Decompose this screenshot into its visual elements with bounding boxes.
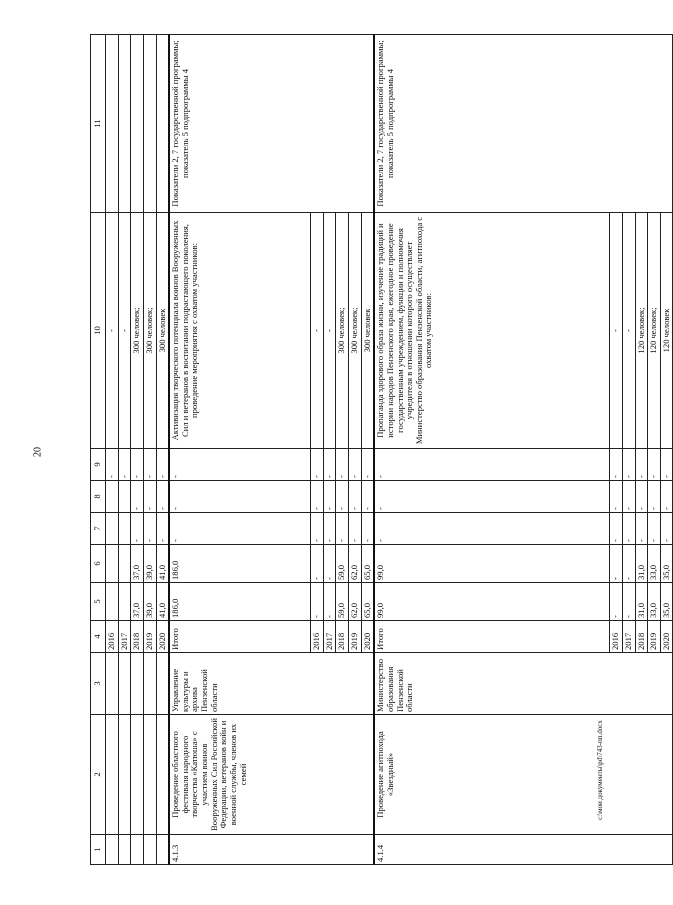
number-cell bbox=[156, 835, 169, 865]
value-cell-c5: 39,0 bbox=[143, 583, 156, 621]
page-number: 20 bbox=[32, 447, 44, 457]
value-cell-c9: - bbox=[622, 449, 635, 481]
value-cell-c6 bbox=[118, 545, 131, 583]
year-cell: 2019 bbox=[349, 621, 362, 653]
value-cell-c5: 31,0 bbox=[635, 583, 648, 621]
section-title: Проведение областного фестиваля народного творчества «Катюша» с участием воинов Вооруженных Сил Российской Федерации, ветеранов войн и военной службы, членов их семей bbox=[169, 715, 374, 835]
year-cell: 2016 bbox=[311, 621, 324, 653]
column-header-7: 7 bbox=[91, 513, 106, 545]
value-cell-c5 bbox=[106, 583, 119, 621]
result-cell: - bbox=[118, 213, 131, 449]
total-c7: - bbox=[374, 513, 610, 545]
value-cell-c9: - bbox=[131, 449, 144, 481]
result-cell: - bbox=[106, 213, 119, 449]
value-cell-c7: - bbox=[610, 513, 623, 545]
section-result: Активизация творческого потенциала воинов Вооруженных Сил и ветеранов в воспитании подрастающего поколения, проведение мероприятия с охватом участников: bbox=[169, 213, 311, 449]
column-header-1: 1 bbox=[91, 835, 106, 865]
total-label: Итого bbox=[374, 621, 610, 653]
value-cell-c9: - bbox=[660, 449, 673, 481]
value-cell-c9: - bbox=[156, 449, 169, 481]
result-cell: 120 человек bbox=[660, 213, 673, 449]
value-cell-c7: - bbox=[349, 513, 362, 545]
value-cell-c7: - bbox=[143, 513, 156, 545]
value-cell-c6: 37,0 bbox=[131, 545, 144, 583]
value-cell-c6: - bbox=[323, 545, 336, 583]
value-cell-c8 bbox=[118, 481, 131, 513]
table-row bbox=[156, 35, 169, 865]
value-cell-c7: - bbox=[156, 513, 169, 545]
value-cell-c8: - bbox=[635, 481, 648, 513]
result-cell: 300 человек; bbox=[349, 213, 362, 449]
value-cell-c9: - bbox=[610, 449, 623, 481]
indicator-cell bbox=[156, 35, 169, 213]
column-header-3: 3 bbox=[91, 653, 106, 715]
result-cell: 300 человек bbox=[361, 213, 374, 449]
value-cell-c6: 65,0 bbox=[361, 545, 374, 583]
value-cell-c8: - bbox=[610, 481, 623, 513]
total-label: Итого bbox=[169, 621, 311, 653]
section-total-row bbox=[374, 35, 610, 865]
rotated-table-container bbox=[90, 35, 671, 865]
indicator-cell bbox=[106, 35, 119, 213]
value-cell-c9: - bbox=[349, 449, 362, 481]
value-cell-c6: - bbox=[622, 545, 635, 583]
result-cell: 300 человек bbox=[156, 213, 169, 449]
value-cell-c9: - bbox=[648, 449, 661, 481]
section-number: 4.1.3 bbox=[169, 835, 374, 865]
total-c8: - bbox=[374, 481, 610, 513]
indicator-cell bbox=[143, 35, 156, 213]
number-cell bbox=[118, 835, 131, 865]
number-cell bbox=[131, 835, 144, 865]
total-c6: 99,0 bbox=[374, 545, 610, 583]
activity-cell bbox=[106, 715, 119, 835]
number-cell bbox=[106, 835, 119, 865]
value-cell-c5 bbox=[118, 583, 131, 621]
activity-cell bbox=[143, 715, 156, 835]
result-cell: 300 человек; bbox=[131, 213, 144, 449]
value-cell-c6: 35,0 bbox=[660, 545, 673, 583]
value-cell-c6: 31,0 bbox=[635, 545, 648, 583]
column-header-2: 2 bbox=[91, 715, 106, 835]
value-cell-c6: 62,0 bbox=[349, 545, 362, 583]
value-cell-c6: 39,0 bbox=[143, 545, 156, 583]
result-cell: 120 человек; bbox=[635, 213, 648, 449]
program-activities-table bbox=[90, 34, 673, 865]
footer-file-path: c:\мои документы\pd\743-пп.docx bbox=[596, 720, 604, 820]
section-total-row bbox=[169, 35, 311, 865]
value-cell-c6: - bbox=[311, 545, 324, 583]
executor-cell bbox=[156, 653, 169, 715]
column-header-8: 8 bbox=[91, 481, 106, 513]
value-cell-c7: - bbox=[131, 513, 144, 545]
table-row bbox=[118, 35, 131, 865]
value-cell-c8: - bbox=[131, 481, 144, 513]
value-cell-c6: 33,0 bbox=[648, 545, 661, 583]
value-cell-c7: - bbox=[635, 513, 648, 545]
total-c9: - bbox=[374, 449, 610, 481]
column-header-11: 11 bbox=[91, 35, 106, 213]
value-cell-c7 bbox=[106, 513, 119, 545]
value-cell-c8: - bbox=[336, 481, 349, 513]
value-cell-c8: - bbox=[143, 481, 156, 513]
year-cell: 2017 bbox=[622, 621, 635, 653]
total-c7: - bbox=[169, 513, 311, 545]
value-cell-c9: - bbox=[118, 449, 131, 481]
activity-cell bbox=[131, 715, 144, 835]
result-cell: 120 человек; bbox=[648, 213, 661, 449]
section-indicator: Показатели 2, 7 государственной программы; показатель 5 подпрограммы 4 bbox=[374, 35, 673, 213]
column-header-4: 4 bbox=[91, 621, 106, 653]
year-cell: 2016 bbox=[106, 621, 119, 653]
section-executor: Министерство образования Пензенской области bbox=[374, 653, 673, 715]
value-cell-c7: - bbox=[361, 513, 374, 545]
result-cell: 300 человек; bbox=[336, 213, 349, 449]
activity-cell bbox=[118, 715, 131, 835]
value-cell-c8: - bbox=[311, 481, 324, 513]
total-c8: - bbox=[169, 481, 311, 513]
result-cell: - bbox=[622, 213, 635, 449]
value-cell-c5: 35,0 bbox=[660, 583, 673, 621]
value-cell-c7: - bbox=[323, 513, 336, 545]
section-title: Проведение агитпохода «Звездный» bbox=[374, 715, 673, 835]
executor-cell bbox=[106, 653, 119, 715]
executor-cell bbox=[131, 653, 144, 715]
value-cell-c5: 65,0 bbox=[361, 583, 374, 621]
total-c9: - bbox=[169, 449, 311, 481]
table-row bbox=[143, 35, 156, 865]
header-row bbox=[91, 35, 106, 865]
year-cell: 2020 bbox=[361, 621, 374, 653]
value-cell-c6 bbox=[106, 545, 119, 583]
value-cell-c5: - bbox=[622, 583, 635, 621]
section-indicator: Показатели 2, 7 государственной программы; показатель 5 подпрограммы 4 bbox=[169, 35, 374, 213]
value-cell-c9: - bbox=[311, 449, 324, 481]
value-cell-c9: - bbox=[336, 449, 349, 481]
value-cell-c8: - bbox=[323, 481, 336, 513]
value-cell-c5: - bbox=[311, 583, 324, 621]
result-cell: - bbox=[311, 213, 324, 449]
value-cell-c5: 41,0 bbox=[156, 583, 169, 621]
value-cell-c6: 59,0 bbox=[336, 545, 349, 583]
column-header-5: 5 bbox=[91, 583, 106, 621]
result-cell: - bbox=[610, 213, 623, 449]
year-cell: 2018 bbox=[635, 621, 648, 653]
value-cell-c7: - bbox=[622, 513, 635, 545]
section-executor: Управление культуры и архива Пензенской области bbox=[169, 653, 374, 715]
value-cell-c5: - bbox=[323, 583, 336, 621]
activity-cell bbox=[156, 715, 169, 835]
number-cell bbox=[143, 835, 156, 865]
value-cell-c8: - bbox=[648, 481, 661, 513]
value-cell-c9: - bbox=[143, 449, 156, 481]
value-cell-c7: - bbox=[648, 513, 661, 545]
value-cell-c8 bbox=[106, 481, 119, 513]
value-cell-c9: - bbox=[323, 449, 336, 481]
section-result: Пропаганда здорового образа жизни, изучение традиций и истории народов Пензенского края, ежегодное проведение государственным учреждением, функции и полномочия учредителя в отношении которого осуществляет Министерство образования Пензенской области, агитпохода с охватом участников: bbox=[374, 213, 610, 449]
table-row bbox=[131, 35, 144, 865]
year-cell: 2016 bbox=[610, 621, 623, 653]
value-cell-c7 bbox=[118, 513, 131, 545]
value-cell-c5: 37,0 bbox=[131, 583, 144, 621]
value-cell-c7: - bbox=[660, 513, 673, 545]
result-cell: - bbox=[323, 213, 336, 449]
value-cell-c8: - bbox=[660, 481, 673, 513]
value-cell-c7: - bbox=[336, 513, 349, 545]
value-cell-c5: 33,0 bbox=[648, 583, 661, 621]
executor-cell bbox=[118, 653, 131, 715]
value-cell-c5: 59,0 bbox=[336, 583, 349, 621]
value-cell-c9: - bbox=[635, 449, 648, 481]
value-cell-c9: - bbox=[361, 449, 374, 481]
year-cell: 2017 bbox=[323, 621, 336, 653]
executor-cell bbox=[143, 653, 156, 715]
year-cell: 2018 bbox=[336, 621, 349, 653]
value-cell-c8: - bbox=[156, 481, 169, 513]
year-cell: 2019 bbox=[648, 621, 661, 653]
value-cell-c5: - bbox=[610, 583, 623, 621]
column-header-6: 6 bbox=[91, 545, 106, 583]
year-cell: 2020 bbox=[660, 621, 673, 653]
year-cell: 2018 bbox=[131, 621, 144, 653]
table-row bbox=[106, 35, 119, 865]
year-cell: 2019 bbox=[143, 621, 156, 653]
year-cell: 2020 bbox=[156, 621, 169, 653]
value-cell-c8: - bbox=[361, 481, 374, 513]
indicator-cell bbox=[131, 35, 144, 213]
value-cell-c6: - bbox=[610, 545, 623, 583]
table-body bbox=[106, 35, 673, 865]
total-c5: 186,0 bbox=[169, 583, 311, 621]
year-cell: 2017 bbox=[118, 621, 131, 653]
result-cell: 300 человек; bbox=[143, 213, 156, 449]
column-header-9: 9 bbox=[91, 449, 106, 481]
value-cell-c9: - bbox=[106, 449, 119, 481]
section-number: 4.1.4 bbox=[374, 835, 673, 865]
total-c6: 186,0 bbox=[169, 545, 311, 583]
column-header-10: 10 bbox=[91, 213, 106, 449]
value-cell-c6: 41,0 bbox=[156, 545, 169, 583]
indicator-cell bbox=[118, 35, 131, 213]
value-cell-c8: - bbox=[622, 481, 635, 513]
total-c5: 99,0 bbox=[374, 583, 610, 621]
value-cell-c5: 62,0 bbox=[349, 583, 362, 621]
value-cell-c7: - bbox=[311, 513, 324, 545]
value-cell-c8: - bbox=[349, 481, 362, 513]
